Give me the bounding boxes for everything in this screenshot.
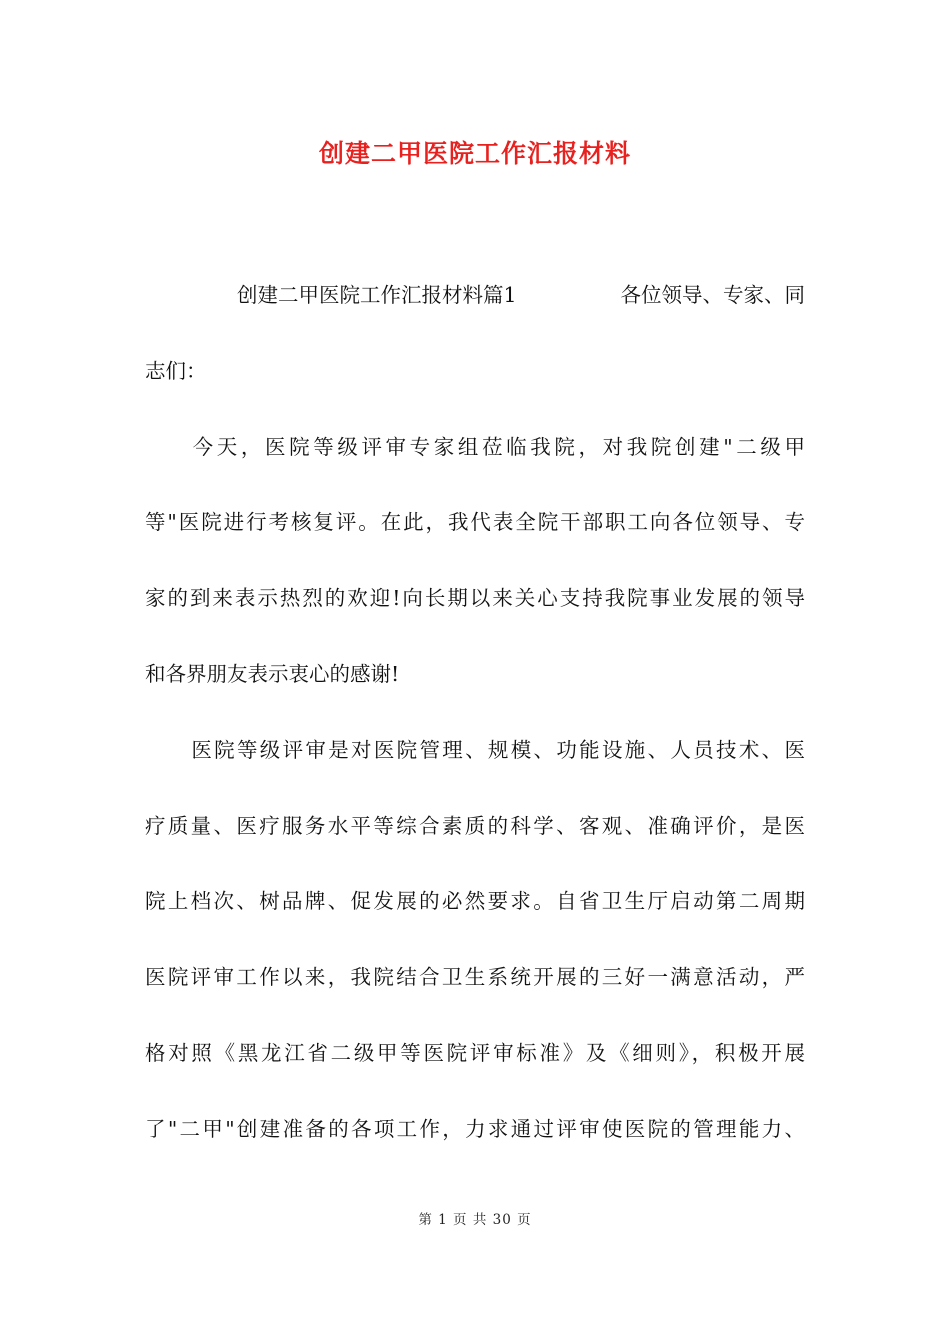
paragraph-line bbox=[145, 1107, 805, 1183]
paragraph-line bbox=[145, 728, 805, 804]
greeting-end-line bbox=[145, 349, 805, 425]
paragraph-line bbox=[145, 879, 805, 955]
paragraph-1-line-4: 和各界朋友表示衷心的感谢! bbox=[145, 661, 400, 686]
paragraph-2-line-2: 疗质量、医疗服务水平等综合素质的科学、客观、准确评价，是医 bbox=[145, 813, 805, 838]
page-footer: 第 1 页 共 30 页 bbox=[418, 1212, 532, 1228]
paragraph-line bbox=[145, 804, 805, 880]
paragraph-2-line-1: 医院等级评审是对医院管理、规模、功能设施、人员技术、医 bbox=[189, 737, 805, 762]
paragraph-1-line-3: 家的到来表示热烈的欢迎!向长期以来关心支持我院事业发展的领导 bbox=[145, 586, 805, 611]
lead-line bbox=[145, 273, 805, 349]
paragraph-1-line-2: 等"医院进行考核复评。在此，我代表全院干部职工向各位领导、专 bbox=[145, 510, 805, 535]
paragraph-2-line-5: 格对照《黑龙江省二级甲等医院评审标准》及《细则》，积极开展 bbox=[145, 1040, 805, 1065]
document-body bbox=[145, 273, 805, 1183]
paragraph-2-line-4: 医院评审工作以来，我院结合卫生系统开展的三好一满意活动，严 bbox=[145, 965, 805, 990]
paragraph-2-line-6: 了"二甲"创建准备的各项工作，力求通过评审使医院的管理能力、 bbox=[145, 1116, 805, 1141]
paragraph-line bbox=[145, 652, 805, 728]
greeting-start: 各位领导、专家、同 bbox=[620, 283, 805, 307]
paragraph-line bbox=[145, 1031, 805, 1107]
document-title: 创建二甲医院工作汇报材料 bbox=[318, 139, 631, 168]
paragraph-2-line-3: 院上档次、树品牌、促发展的必然要求。自省卫生厅启动第二周期 bbox=[145, 889, 805, 914]
paragraph-line bbox=[145, 500, 805, 576]
paragraph-1-line-1: 今天，医院等级评审专家组莅临我院，对我院创建"二级甲 bbox=[189, 434, 805, 459]
paragraph-line bbox=[145, 425, 805, 501]
section-title: 创建二甲医院工作汇报材料篇1 bbox=[237, 283, 517, 307]
greeting-end: 志们： bbox=[145, 358, 207, 383]
paragraph-line bbox=[145, 955, 805, 1031]
paragraph-line bbox=[145, 576, 805, 652]
